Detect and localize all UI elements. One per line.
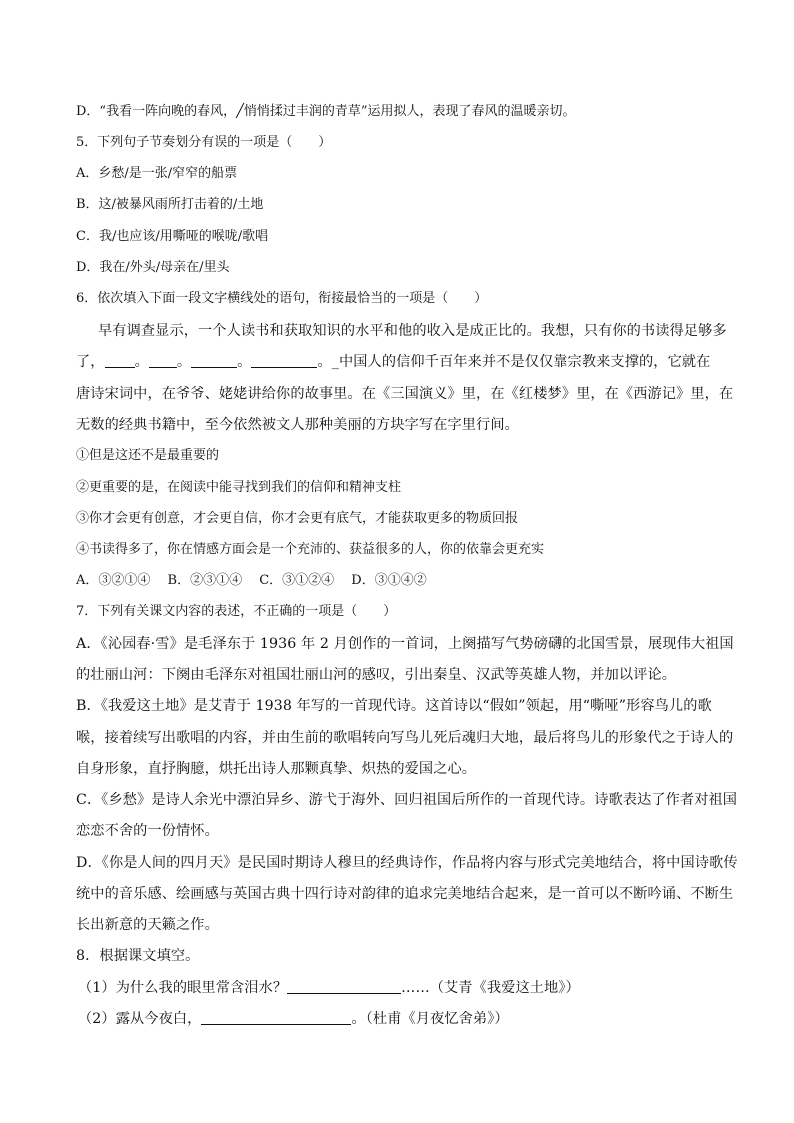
question-5-option-b: B．这/被暴风雨所打击着的/土地 [76, 197, 264, 212]
question-7-option-a-line-2: 的壮丽山河：下阕由毛泽东对祖国壮丽山河的感叹，引出秦皇、汉武等英雄人物，并加以评论。 [76, 667, 677, 683]
fill-blank-1[interactable] [105, 354, 135, 368]
question-7-option-d-line-3: 长出新意的天籁之作。 [76, 917, 219, 933]
question-5-option-a: A．乡愁/是一张/窄窄的船票 [76, 166, 238, 181]
answer-blank-2[interactable] [201, 1011, 351, 1025]
question-6-options: A．③②①④ B．②③①④ C．③①②④ D．③①④② [76, 573, 427, 588]
question-6-sentence-4: ④书读得多了，你在情感方面会是一个充沛的、获益很多的人，你的依靠会更充实 [76, 542, 545, 557]
question-7-option-d-line-2: 统中的音乐感、绘画感与英国古典十四行诗对韵律的追求完美地结合起来，是一首可以不断吟诵、不断生 [76, 886, 734, 902]
option-5d-previous: D．“我看一阵向晚的春风，╱悄悄揉过丰润的青草”运用拟人，表现了春风的温暖亲切。 [76, 104, 576, 119]
question-6-passage-line-4: 无数的经典书籍中，至今依然被文人那种美丽的方块字写在字里行间。 [76, 417, 519, 433]
question-8-item-2 [78, 1010, 728, 1028]
question-8-stem: 8．根据课文填空。 [76, 948, 200, 964]
answer-blank-1[interactable] [287, 980, 401, 994]
question-5-stem: 5．下列句子节奏划分有误的一项是（ ） [76, 135, 332, 150]
question-7-option-c-line-1: C．《乡愁》是诗人余光中漂泊异乡、游弋于海外、回归祖国后所作的一首现代诗。诗歌表达了作者对祖国 [76, 792, 738, 808]
question-7-stem: 7．下列有关课文内容的表述，不正确的一项是（ ） [76, 604, 397, 619]
question-6-passage-line-3: 唐诗宋词中，在爷爷、姥姥讲给你的故事里。在《三国演义》里，在《红楼梦》里，在《西游记》里，在 [76, 386, 734, 402]
passage-text: 。 [134, 354, 149, 370]
question-7-option-d-line-1: D．《你是人间的四月天》是民国时期诗人穆旦的经典诗作，作品将内容与形式完美地结合，将中国诗歌传 [76, 855, 738, 871]
fill-blank-4[interactable] [251, 354, 317, 368]
question-7-option-c-line-2: 恋恋不舍的一份情怀。 [76, 823, 219, 839]
passage-text: 了， [76, 354, 105, 370]
passage-text: 。 [176, 354, 192, 370]
question-6-sentence-2: ②更重要的是，在阅读中能寻找到我们的信仰和精神支柱 [76, 480, 402, 495]
item-source: ……（艾青《我爱这土地》） [401, 980, 580, 996]
question-6-passage-line-2 [76, 353, 726, 371]
question-7-option-b-line-3: 自身形象，直抒胸臆，烘托出诗人那颗真挚、炽热的爱国之心。 [76, 761, 477, 777]
question-7-option-b-line-1: B．《我爱这土地》是艾青于 1938 年写的一首现代诗。这首诗以“假如”领起，用“嘶哑”形容鸟儿的歌 [76, 698, 712, 714]
item-text: （2）露从今夜白， [78, 1011, 202, 1027]
fill-blank-3[interactable] [191, 354, 237, 368]
question-5-option-d: D．我在/外头/母亲在/里头 [76, 260, 230, 275]
question-8-item-1 [78, 979, 728, 997]
question-6-passage-line-1: 早有调查显示，一个人读书和获取知识的水平和他的收入是成正比的。我想，只有你的书读得足够多 [98, 323, 727, 339]
question-6-sentence-3: ③你才会更有创意，才会更自信，你才会更有底气，才能获取更多的物质回报 [76, 511, 519, 526]
fill-blank-2[interactable] [149, 354, 177, 368]
item-text: （1）为什么我的眼里常含泪水？ [78, 980, 288, 996]
question-7-option-a-line-1: A．《沁园春·雪》是毛泽东于 1936 年 2 月创作的一首词，上阕描写气势磅礴的北国雪景，展现伟大祖国 [76, 636, 734, 652]
question-5-option-c: C．我/也应该/用嘶哑的喉咙/歌唱 [76, 229, 269, 244]
question-6-sentence-1: ①但是这还不是最重要的 [76, 448, 220, 463]
item-source: 。（杜甫《月夜忆舍弟》） [351, 1011, 509, 1027]
question-6-stem: 6．依次填入下面一段文字横线处的语句，衔接最恰当的一项是（ ） [76, 291, 488, 306]
passage-text: 。_中国人的信仰千百年来并不是仅仅靠宗教来支撑的，它就在 [317, 354, 711, 370]
passage-text: 。 [237, 354, 252, 370]
question-7-option-b-line-2: 喉，接着续写出歌唱的内容，并由生前的歌唱转向写鸟儿死后魂归大地，最后将鸟儿的形象代之于诗人的 [76, 730, 734, 746]
